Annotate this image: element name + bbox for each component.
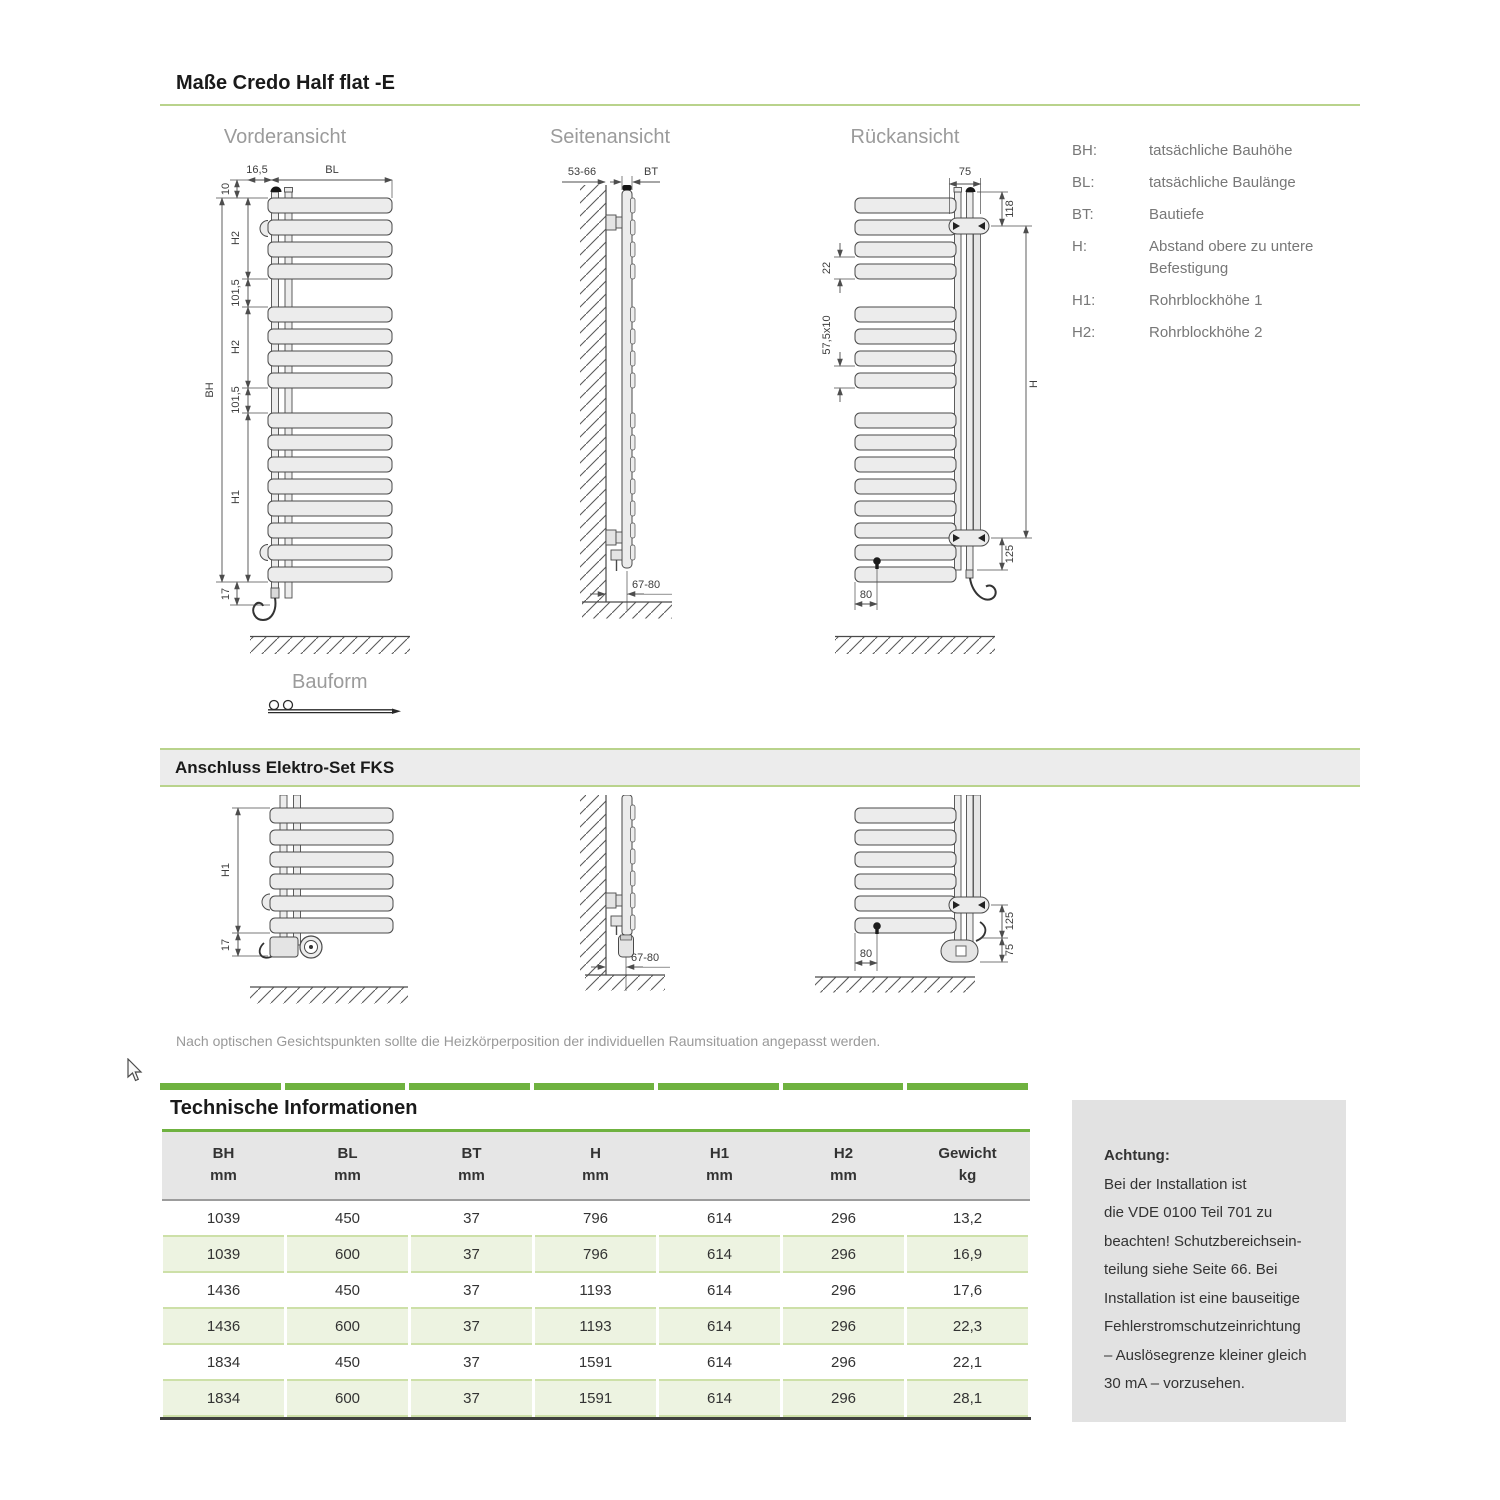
- warning-line: Fehlerstromschutzeinrichtung: [1104, 1318, 1301, 1335]
- mouse-cursor-icon: [126, 1058, 144, 1084]
- fks-side-drawing: [560, 795, 710, 1015]
- dim-h: H: [1028, 380, 1040, 388]
- rear-view-drawing: [810, 158, 1060, 658]
- warning-line: teilung siehe Seite 66. Bei: [1104, 1261, 1278, 1278]
- ground-hatch: [250, 637, 410, 654]
- dim-h2-top: H2: [230, 230, 242, 246]
- dim-10: 10: [220, 182, 232, 196]
- front-view-title: Vorderansicht: [223, 126, 347, 148]
- legend-item-h1: H1: Rohrblockhöhe 1: [1072, 292, 1263, 309]
- dim-57-5x10: 57,5x10: [821, 315, 833, 355]
- dim-16-5: 16,5: [246, 164, 268, 176]
- col-bl: BL: [337, 1145, 358, 1162]
- warning-line: 30 mA – vorzusehen.: [1104, 1375, 1245, 1392]
- warning-box: [1072, 1100, 1346, 1422]
- positioning-note: Nach optischen Gesichtspunkten sollte die Heizkörperposition der individuellen Raumsituation angepasst werden.: [176, 1033, 881, 1049]
- legend-item-bh: BH: tatsächliche Bauhöhe: [1072, 142, 1293, 159]
- dim-bt: BT: [644, 166, 659, 178]
- divider-segment: [658, 1083, 779, 1090]
- col-h2: H2: [833, 1145, 854, 1162]
- valve: [611, 916, 622, 935]
- dim-67-80: 67-80: [631, 952, 660, 964]
- extension-lines: [855, 905, 1008, 971]
- legend-item-bl: BL: tatsächliche Baulänge: [1072, 174, 1296, 191]
- page-title: Maße Credo Half flat -E: [176, 72, 395, 94]
- cable-gland: [873, 922, 881, 930]
- cable-gland-stem: [875, 929, 878, 934]
- dim-17: 17: [220, 587, 232, 601]
- tech-info-table: [160, 1129, 1031, 1420]
- dim-67-80: 67-80: [632, 579, 661, 591]
- cable-gland: [873, 557, 881, 565]
- warning-line: die VDE 0100 Teil 701 zu: [1104, 1204, 1273, 1221]
- table-row: 1436 450 37 1193 614 296 17,6: [162, 1272, 1030, 1308]
- bauform-label: Bauform: [292, 671, 368, 693]
- divider-segment: [783, 1083, 904, 1090]
- warning-line: beachten! Schutzbereichsein-: [1104, 1232, 1302, 1250]
- dim-53-66: 53-66: [567, 166, 597, 178]
- side-view-title: Seitenansicht: [549, 126, 671, 148]
- divider-segment: [907, 1083, 1028, 1090]
- warning-line: – Auslösegrenze kleiner gleich: [1104, 1346, 1307, 1364]
- divider-segment: [160, 1083, 281, 1090]
- valve: [611, 550, 622, 571]
- collector-pipes: [955, 795, 974, 943]
- wall-hook-top: [260, 221, 268, 237]
- legend-item-h: H: Abstand obere zu untere Befestigung: [1072, 238, 1314, 277]
- dim-80: 80: [859, 948, 873, 960]
- wall-hook: [262, 894, 270, 910]
- dim-bh: BH: [204, 382, 216, 398]
- ground-hatch: [250, 988, 408, 1004]
- table-row: 1834 600 37 1591 614 296 28,1: [162, 1380, 1030, 1416]
- table-row: 1039 450 37 796 614 296 13,2: [162, 1201, 1030, 1236]
- wall-bracket-bottom: [949, 530, 989, 546]
- dim-125: 125: [1004, 544, 1016, 564]
- rear-view-title: Rückansicht: [850, 126, 960, 148]
- power-cable: [253, 598, 275, 620]
- collector-pipes: [954, 187, 976, 570]
- dim-22: 22: [821, 261, 833, 275]
- fks-front-drawing: [180, 795, 410, 1015]
- dim-h1: H1: [230, 489, 242, 505]
- col-h: H: [590, 1145, 601, 1162]
- warning-title: Achtung:: [1104, 1147, 1170, 1164]
- table-row: 1039 600 37 796 614 296 16,9: [162, 1236, 1030, 1272]
- wall-bracket-top: [606, 215, 622, 230]
- fks-section-title: Anschluss Elektro-Set FKS: [175, 757, 395, 777]
- warning-line: Bei der Installation ist: [1104, 1175, 1247, 1193]
- power-cable: [970, 578, 996, 600]
- wall-bracket: [949, 897, 989, 913]
- dim-101-5-mid: 101,5: [230, 386, 242, 414]
- col-h1: H1: [709, 1145, 730, 1162]
- radiator-bars: [855, 198, 956, 582]
- bauform-icon: [260, 697, 410, 721]
- dim-101-5-top: 101,5: [230, 279, 242, 307]
- divider-segment: [534, 1083, 655, 1090]
- legend: [1072, 140, 1392, 354]
- col-gewicht: Gewicht: [938, 1145, 997, 1162]
- table-bottom-rule: [160, 1417, 1031, 1420]
- pipe-cap: [623, 185, 632, 191]
- dim-h2-mid: H2: [230, 339, 242, 355]
- dim-bl: BL: [325, 164, 339, 176]
- table-row: 1834 450 37 1591 614 296 22,1: [162, 1344, 1030, 1380]
- table-header-row: BH mm BL mm BT mm H mm H1 mm H2 mm Gewicht kg: [162, 1129, 1030, 1201]
- ground-hatch: [835, 637, 995, 654]
- divider-segment: [285, 1083, 406, 1090]
- radiator-bars: [270, 808, 393, 933]
- wall-hatch: [580, 795, 606, 975]
- wall-hatch: [580, 185, 606, 602]
- side-view-drawing: [560, 158, 710, 658]
- legend-item-h2: H2: Rohrblockhöhe 2: [1072, 324, 1263, 341]
- front-view-drawing: [160, 158, 410, 658]
- ground-hatch: [585, 976, 665, 991]
- legend-item-bt: BT: Bautiefe: [1072, 206, 1205, 223]
- fks-section-header: [160, 748, 1360, 787]
- divider-segment: [409, 1083, 530, 1090]
- mounting-rail: [974, 220, 981, 542]
- cable-fitting: [966, 570, 973, 578]
- table-top-divider: [160, 1083, 1028, 1090]
- dim-75: 75: [958, 166, 972, 178]
- fks-rear-drawing: [810, 795, 1060, 1015]
- warning-line: Installation ist eine bauseitige: [1104, 1289, 1300, 1307]
- dim-118: 118: [1004, 200, 1016, 218]
- dim-75: 75: [1004, 943, 1016, 957]
- table-row: 1436 600 37 1193 614 296 22,3: [162, 1308, 1030, 1344]
- electric-heater: [260, 936, 322, 958]
- cable-fitting: [271, 588, 279, 598]
- dim-h1: H1: [220, 862, 232, 878]
- wall-bracket-top: [949, 218, 989, 234]
- dim-17: 17: [220, 938, 232, 952]
- ground-hatch: [815, 978, 975, 993]
- mounting-rail: [974, 795, 981, 905]
- bar-ends: [631, 198, 636, 560]
- cable-gland-stem: [875, 564, 878, 569]
- wall-bracket-bottom: [606, 530, 622, 545]
- wall-bracket: [606, 893, 622, 908]
- col-bt: BT: [461, 1145, 482, 1162]
- radiator-bars: [855, 808, 956, 933]
- title-rule: [160, 104, 1360, 106]
- col-bh: BH: [212, 1145, 235, 1162]
- wall-hook-bottom: [260, 545, 268, 561]
- tech-info-title: Technische Informationen: [170, 1097, 418, 1119]
- dim-80: 80: [859, 589, 873, 601]
- dim-125: 125: [1004, 911, 1016, 931]
